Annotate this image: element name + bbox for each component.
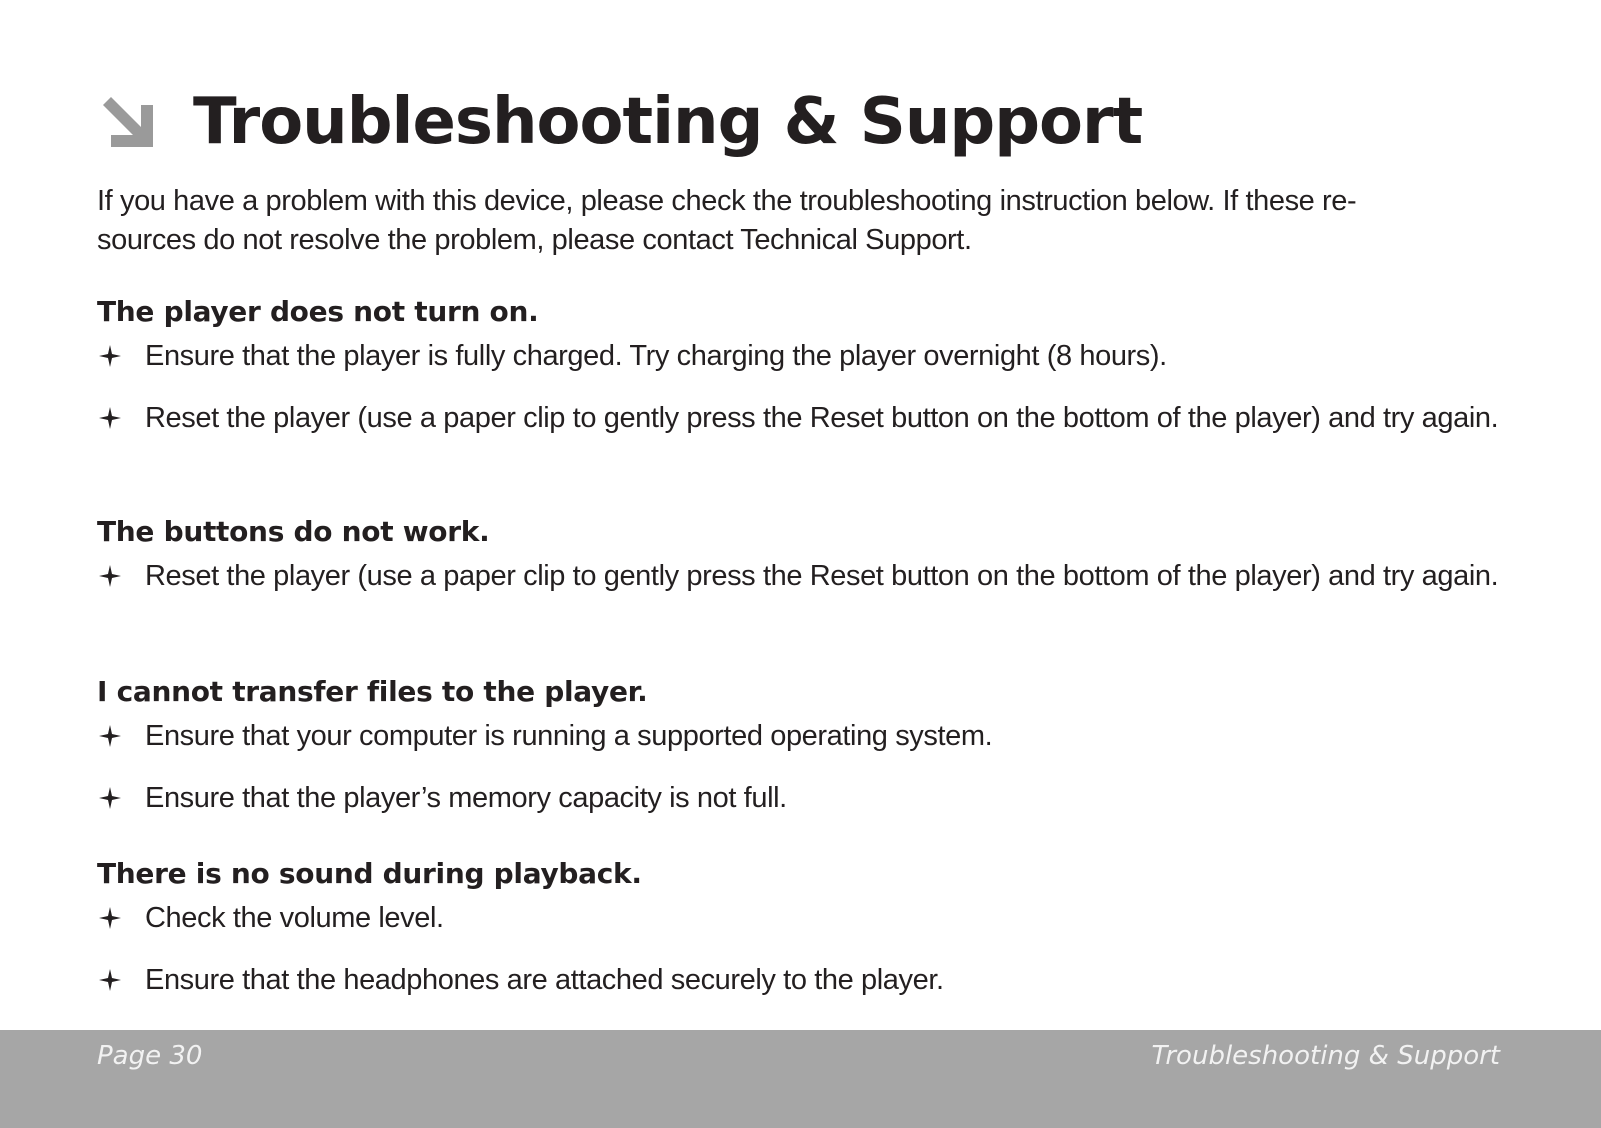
page-footer [0,1030,1601,1128]
four-point-star-bullet-icon [99,787,121,809]
list-item-text: Ensure that the headphones are attached securely to the player. [145,964,944,996]
four-point-star-bullet-icon [99,725,121,747]
list-item-text: Check the volume level. [145,902,444,934]
list-item-text: Ensure that the player is fully charged. Try charging the player overnight (8 hours). [145,340,1167,372]
four-point-star-bullet-icon [99,969,121,991]
footer-section-title: Troubleshooting & Support [1151,1041,1500,1071]
list-item [97,961,1517,1000]
four-point-star-bullet-icon [99,345,121,367]
section-heading: The player does not turn on. [97,295,539,328]
list-item-text: Reset the player (use a paper clip to gently press the Reset button on the bottom of the player) and try again. [145,402,1499,434]
list-item-text: Ensure that the player’s memory capacity is not full. [145,782,787,814]
intro-line: sources do not resolve the problem, please contact Technical Support. [97,224,972,256]
bullet-list [97,717,1517,818]
intro-paragraph [97,182,1517,260]
page-number: Page 30 [97,1041,203,1071]
list-item-text: Ensure that your computer is running a supported operating system. [145,720,993,752]
four-point-star-bullet-icon [99,565,121,587]
four-point-star-bullet-icon [99,407,121,429]
intro-line: If you have a problem with this device, please check the troubleshooting instruction below. If these re- [97,185,1357,217]
list-item [97,557,1517,596]
section-heading: The buttons do not work. [97,515,490,548]
four-point-star-bullet-icon [99,907,121,929]
section-heading: There is no sound during playback. [97,857,642,890]
list-item [97,717,1517,756]
list-item [97,399,1517,438]
section-no-sound [97,856,1517,1000]
section-cannot-transfer-files [97,674,1517,818]
list-item [97,779,1517,818]
section-heading: I cannot transfer files to the player. [97,675,648,708]
arrow-down-right-icon [97,91,159,153]
section-buttons-not-work [97,514,1517,596]
bullet-list [97,557,1517,596]
section-player-not-turn-on [97,294,1517,438]
bullet-list [97,899,1517,1000]
bullet-list [97,337,1517,438]
list-item [97,337,1517,376]
page-title: Troubleshooting & Support [193,85,1143,159]
list-item [97,899,1517,938]
list-item-text: Reset the player (use a paper clip to gently press the Reset button on the bottom of the player) and try again. [145,560,1499,592]
title-row [97,82,1142,162]
